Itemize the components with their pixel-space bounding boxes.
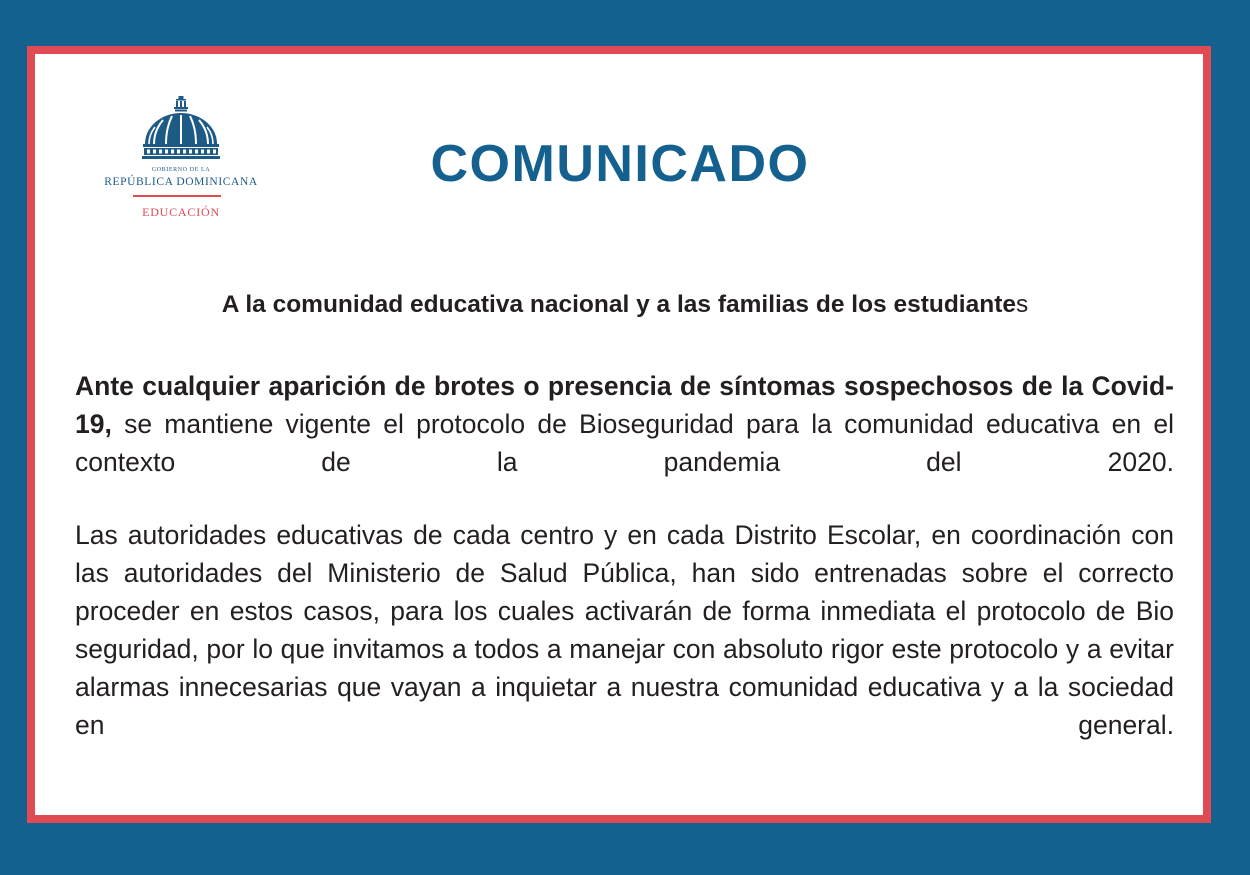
paragraph-1-text: se mantiene vigente el protocolo de Bioseguridad para la comunidad educativa en el contexto de la pandemia del 2020. [75, 409, 1174, 477]
heading-bold-text: A la comunidad educativa nacional y a las familias de los estudiante [221, 291, 1016, 318]
heading-normal-text: s [1016, 291, 1029, 318]
page-title: COMUNICADO [430, 135, 810, 193]
dome-icon [142, 96, 220, 164]
paragraph-1-bold-text: Ante cualquier aparición de brotes o presencia de síntomas sospechosos de la Covid-19, [75, 371, 1174, 439]
notice-paragraph-1 [75, 367, 1174, 481]
government-logo [95, 96, 267, 236]
notice-frame [27, 46, 1211, 823]
logo-country: REPÚBLICA DOMINICANA [104, 176, 258, 188]
logo-divider [133, 195, 221, 197]
notice-paragraph-2: Las autoridades educativas de cada centro y en cada Distrito Escolar, en coordinación con las autoridades del Ministerio de Salud Pública, han sido entrenadas sobre el correcto proceder en estos casos, para los cuales activarán de forma inmediata el protocolo de Bio seguridad, por lo que invitamos a todos a manejar con absoluto rigor este protocolo y a evitar alarmas innecesarias que vayan a inquietar a nuestra comunidad educativa y a la sociedad en general. [75, 520, 1174, 740]
notice-heading [75, 291, 1175, 319]
logo-subtitle: GOBIERNO DE LA [151, 167, 211, 173]
logo-ministry: EDUCACIÓN [142, 205, 220, 219]
